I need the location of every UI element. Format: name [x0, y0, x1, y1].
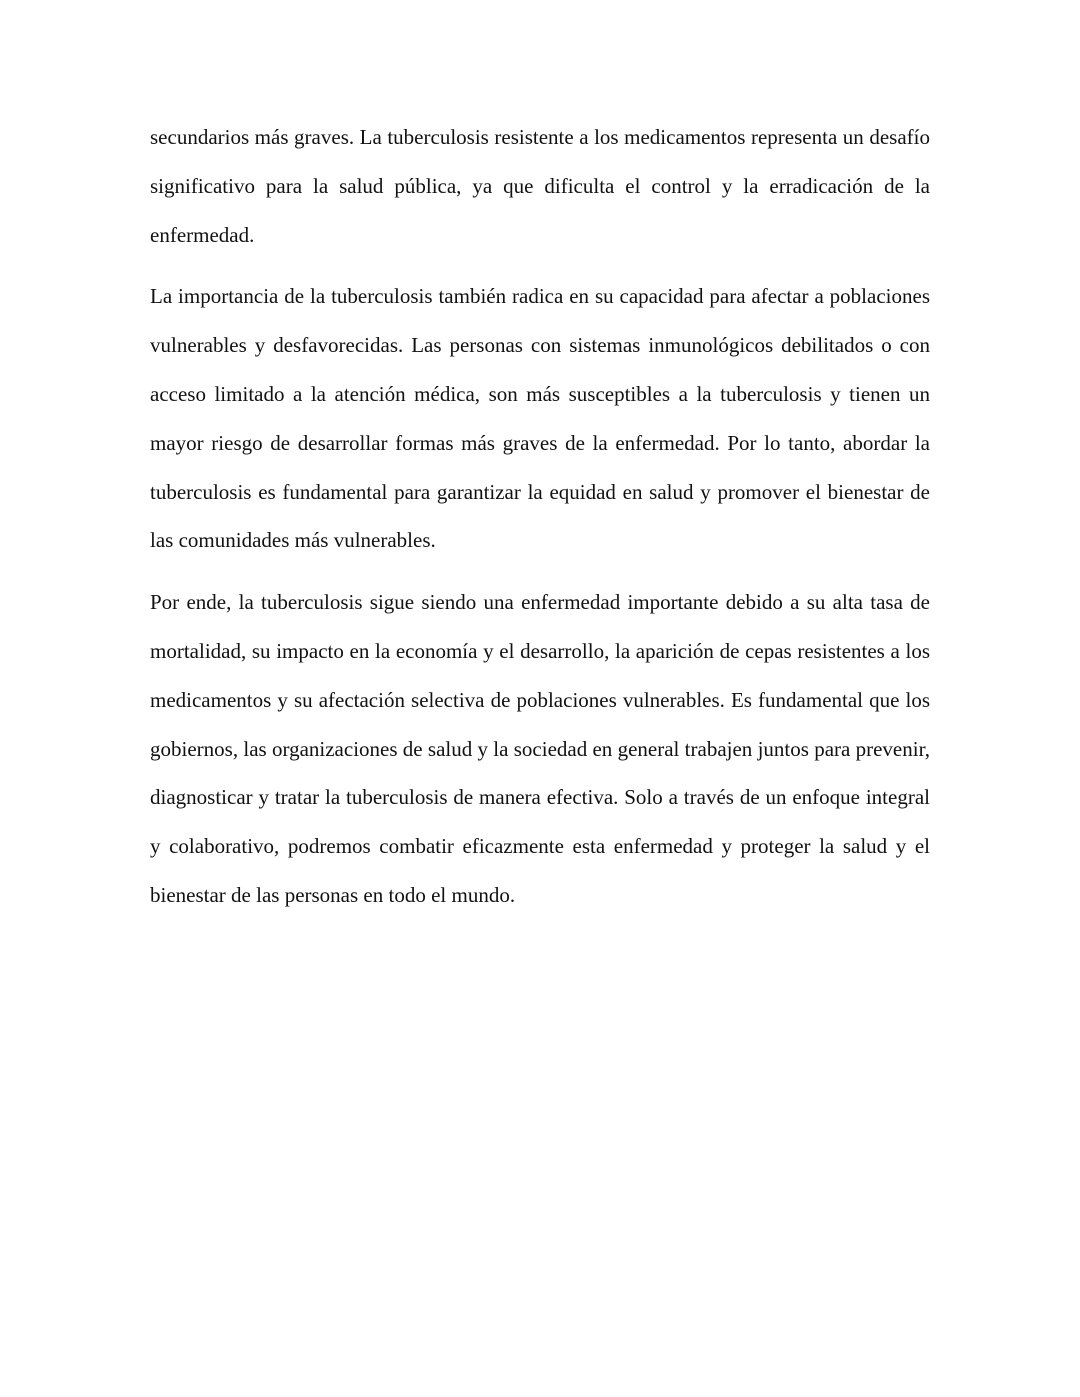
paragraph-3: Por ende, la tuberculosis sigue siendo una enfermedad importante debido a su alta tasa de mortalidad, su impacto en la economía y el desarrollo, la aparición de cepas resistentes a los medicamentos y su afectación selectiva de poblaciones vulnerables. Es fundamental que los gobiernos, las organizaciones de salud y la sociedad en general trabajen juntos para prevenir, diagnosticar y tratar la tuberculosis de manera efectiva. Solo a través de un enfoque integral y colaborativo, podremos combatir eficazmente esta enfermedad y proteger la salud y el bienestar de las personas en todo el mundo. — [150, 590, 930, 907]
paragraph-1: secundarios más graves. La tuberculosis resistente a los medicamentos representa un desafío significativo para la salud pública, ya que dificulta el control y la erradicación de la enfermedad. — [150, 125, 930, 247]
document-body — [150, 113, 930, 933]
paragraph-2: La importancia de la tuberculosis también radica en su capacidad para afectar a poblaciones vulnerables y desfavorecidas. Las personas con sistemas inmunológicos debilitados o con acceso limitado a la atención médica, son más susceptibles a la tuberculosis y tienen un mayor riesgo de desarrollar formas más graves de la enfermedad. Por lo tanto, abordar la tuberculosis es fundamental para garantizar la equidad en salud y promover el bienestar de las comunidades más vulnerables. — [150, 284, 930, 553]
